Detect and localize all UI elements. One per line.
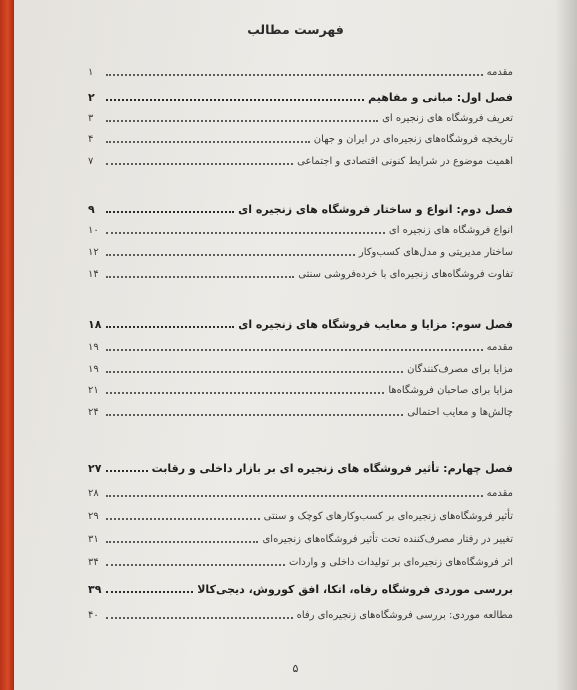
dot-leader [106,518,260,520]
toc-entry-page: ۳۱ [88,534,99,545]
toc-chapter-entry [88,199,513,217]
toc-entry-page: ۲۸ [88,488,99,499]
dot-leader [106,414,403,416]
toc-entry-title: تغییر در رفتار مصرف‌کننده تحت تأثیر فروشگاه‌های زنجیره‌ای [262,534,513,545]
toc-entry-page: ۹ [88,203,95,216]
toc-chapter-entry [88,579,513,597]
toc-entry-page: ۲ [88,91,95,104]
toc-entry-title: مطالعه موردی: بررسی فروشگاه‌های زنجیره‌ای رفاه [296,610,513,621]
toc-entry-page: ۱۹ [88,364,99,375]
toc-entry [88,337,513,355]
toc-entry-title: فصل اول: مبانی و مفاهیم [368,91,513,104]
dot-leader [106,541,258,543]
toc-entry-title: مقدمه [486,67,513,78]
toc-entry-page: ۷ [88,156,94,167]
dot-leader [106,326,234,328]
dot-leader [106,120,378,122]
toc-entry [88,151,513,169]
toc-entry [88,380,513,398]
toc-entry-page: ۱ [88,67,94,78]
dot-leader [106,617,293,619]
toc-entry-page: ۱۲ [88,247,99,258]
page-number: ۵ [292,662,299,675]
toc-entry-page: ۲۹ [88,511,99,522]
toc-entry [88,129,513,147]
toc-entry [88,62,513,80]
dot-leader [106,74,483,76]
toc-chapter-entry [88,314,513,332]
toc-entry [88,264,513,282]
toc-entry-title: تاریخچه فروشگاه‌های زنجیره‌ای در ایران و جهان [313,134,513,145]
toc-entry-title: فصل سوم: مزایا و معایب فروشگاه های زنجیره ای [238,318,513,331]
toc-entry-title: تعریف فروشگاه های زنجیره ای [382,113,513,124]
dot-leader [106,211,234,213]
toc-entry-page: ۲۴ [88,407,99,418]
dot-leader [106,276,294,278]
toc-entry-title: فصل دوم: انواع و ساختار فروشگاه های زنجیره ای [238,203,513,216]
toc-entry-page: ۱۸ [88,318,102,331]
toc-entry [88,108,513,126]
dot-leader [106,141,310,143]
dot-leader [106,254,355,256]
dot-leader [106,470,148,472]
toc-entry-page: ۱۹ [88,342,99,353]
toc-entry-page: ۳۹ [88,583,102,596]
toc-entry-title: مقدمه [486,488,513,499]
toc-entry-title: انواع فروشگاه های زنجیره ای [388,225,513,236]
toc-entry-title: بررسی موردی فروشگاه رفاه، اتکا، افق کوروش، دیجی‌کالا [197,583,513,596]
dot-leader [106,392,384,394]
toc-entry-title: اثر فروشگاه‌های زنجیره‌ای بر تولیدات داخلی و واردات [289,557,513,568]
toc-entry [88,483,513,501]
dot-leader [106,495,483,497]
toc-entry [88,359,513,377]
toc-entry [88,220,513,238]
toc-entry-page: ۴ [88,134,94,145]
toc-entry-title: مقدمه [486,342,513,353]
toc-chapter-entry [88,87,513,105]
toc-entry [88,402,513,420]
page-title: فهرست مطالب [247,22,344,37]
toc-entry-page: ۳۴ [88,557,99,568]
dot-leader [106,163,293,165]
toc-entry-title: تفاوت فروشگاه‌های زنجیره‌ای با خرده‌فروشی سنتی [298,269,513,280]
toc-entry-page: ۳ [88,113,94,124]
toc-entry-title: فصل چهارم: تأثیر فروشگاه های زنجیره ای بر بازار داخلی و رقابت [151,462,513,475]
toc-entry-page: ۴۰ [88,610,99,621]
dot-leader [106,591,193,593]
toc-entry-page: ۱۴ [88,269,99,280]
dot-leader [106,371,403,373]
toc-entry-page: ۱۰ [88,225,99,236]
dot-leader [106,232,385,234]
toc-entry-title: مزایا برای صاحبان فروشگاه‌ها [388,385,513,396]
toc-entry [88,506,513,524]
toc-entry-title: ساختار مدیریتی و مدل‌های کسب‌وکار [358,247,513,258]
toc-entry [88,242,513,260]
dot-leader [106,349,483,351]
toc-entry [88,605,513,623]
toc-entry-title: چالش‌ها و معایب احتمالی [407,407,513,418]
toc-entry-page: ۲۱ [88,385,99,396]
toc-chapter-entry [88,458,513,476]
toc-entry [88,552,513,570]
toc-entry-page: ۲۷ [88,462,102,475]
toc-entry-title: اهمیت موضوع در شرایط کنونی اقتصادی و اجتماعی [297,156,513,167]
toc-entry-title: مزایا برای مصرف‌کنندگان [407,364,513,375]
dot-leader [106,99,364,101]
dot-leader [106,564,285,566]
toc-entry [88,529,513,547]
toc-entry-title: تأثیر فروشگاه‌های زنجیره‌ای بر کسب‌وکارهای کوچک و سنتی [263,511,513,522]
